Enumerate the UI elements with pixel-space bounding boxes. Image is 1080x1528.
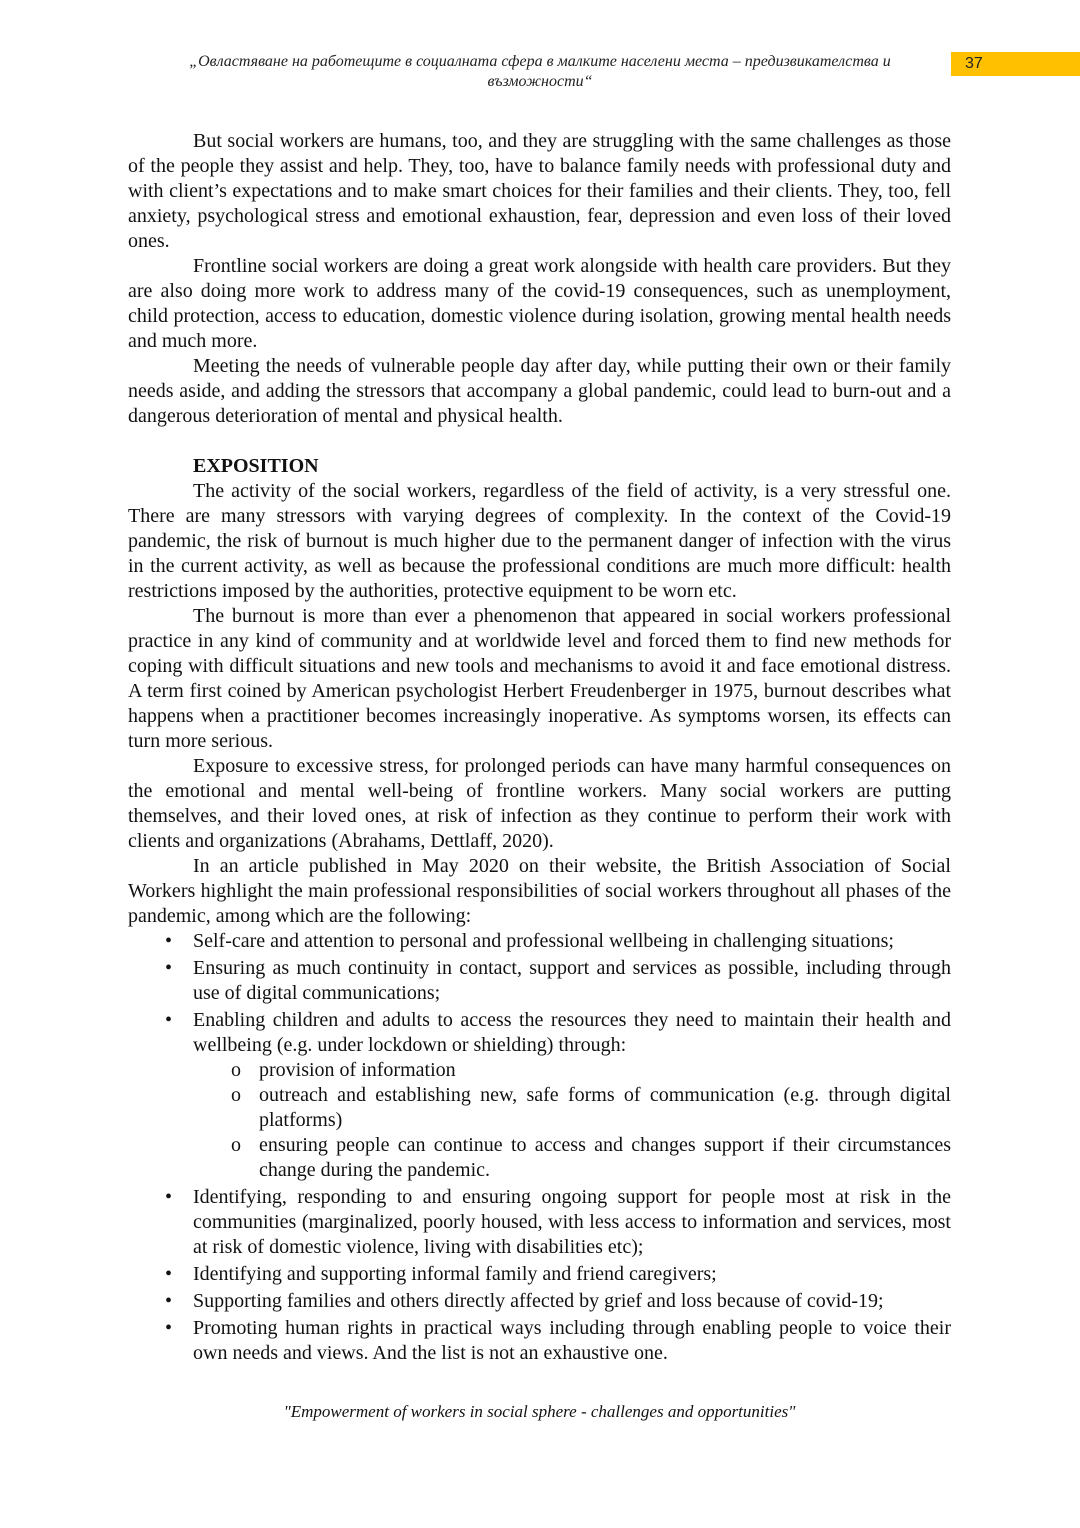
list-item-text: Ensuring as much continuity in contact, support and services as possible, including through use of digital communications; <box>193 957 951 1004</box>
list-item <box>193 1316 951 1366</box>
list-item-text: Promoting human rights in practical ways including through enabling people to voice their own needs and views. And the list is not an exhaustive one. <box>193 1317 951 1364</box>
bullet-list <box>128 929 951 1366</box>
paragraph: The burnout is more than ever a phenomenon that appeared in social workers professional practice in any kind of community and at worldwide level and forced them to find new methods for coping with difficult situations and new tools and mechanisms to avoid it and face emotional distress. A term first coined by American psychologist Herbert Freudenberger in 1975, burnout describes what happens when a practitioner becomes increasingly inoperative. As symptoms worsen, its effects can turn more serious. <box>128 605 951 752</box>
list-item-text: Self-care and attention to personal and professional wellbeing in challenging situations; <box>193 930 894 952</box>
sub-list-item: o provision of information <box>259 1058 951 1083</box>
paragraph: Exposure to excessive stress, for prolonged periods can have many harmful consequences on the emotional and mental well-being of frontline workers. Many social workers are putting themselves, and their loved ones, at risk of infection as they continue to perform their work with clients and organizations (Abrahams, Dettlaff, 2020). <box>128 755 951 852</box>
section-heading: EXPOSITION <box>193 455 319 477</box>
page-body <box>128 129 951 1368</box>
list-item <box>193 956 951 1006</box>
paragraph: Frontline social workers are doing a great work alongside with health care providers. But they are also doing more work to address many of the covid-19 consequences, such as unemployment, child protection, access to education, domestic violence during isolation, growing mental health needs and much more. <box>128 255 951 352</box>
sub-bullet-list <box>193 1058 951 1183</box>
list-item-text: Supporting families and others directly affected by grief and loss because of covid-19; <box>193 1290 884 1312</box>
list-item-text: Identifying and supporting informal family and friend caregivers; <box>193 1263 717 1285</box>
list-item-text: Enabling children and adults to access the resources they need to maintain their health and wellbeing (e.g. under lockdown or shielding) through: <box>193 1009 951 1056</box>
paragraph: But social workers are humans, too, and they are struggling with the same challenges as those of the people they assist and help. They, too, have to balance family needs with professional duty and with client’s expectations and to make smart choices for their families and their clients. They, too, fell anxiety, psychological stress and emotional exhaustion, fear, depression and even loss of their loved ones. <box>128 130 951 252</box>
page-number: 37 <box>951 52 1080 76</box>
paragraph: In an article published in May 2020 on their website, the British Association of Social Workers highlight the main professional responsibilities of social workers throughout all phases of the pandemic, among which are the following: <box>128 855 951 927</box>
list-item-text: Identifying, responding to and ensuring ongoing support for people most at risk in the communities (marginalized, poorly housed, with less access to information and services, most at risk of domestic violence, living with disabilities etc); <box>193 1186 951 1258</box>
list-item <box>193 1185 951 1260</box>
paragraph: The activity of the social workers, regardless of the field of activity, is a very stressful one. There are many stressors with varying degrees of complexity. In the context of the Covid-19 pandemic, the risk of burnout is much higher due to the permanent danger of infection with the virus in the current activity, as well as because the professional conditions are much more difficult: health restrictions imposed by the authorities, protective equipment to be worn etc. <box>128 480 951 602</box>
sub-list-item: o outreach and establishing new, safe forms of communication (e.g. through digital platforms) <box>259 1083 951 1133</box>
running-footer: "Empowerment of workers in social sphere - challenges and opportunities" <box>283 1402 796 1421</box>
list-item <box>193 1289 951 1314</box>
sub-list-item: o ensuring people can continue to access and changes support if their circumstances change during the pandemic. <box>259 1133 951 1183</box>
list-item <box>193 929 951 954</box>
list-item <box>193 1262 951 1287</box>
paragraph: Meeting the needs of vulnerable people day after day, while putting their own or their family needs aside, and adding the stressors that accompany a global pandemic, could lead to burn-out and a dangerous deterioration of mental and physical health. <box>128 355 951 427</box>
running-header: „Овластяване на работещите в социалната сфера в малките населени места – предизвикателства и възможности“ <box>189 53 891 90</box>
list-item <box>193 1008 951 1183</box>
